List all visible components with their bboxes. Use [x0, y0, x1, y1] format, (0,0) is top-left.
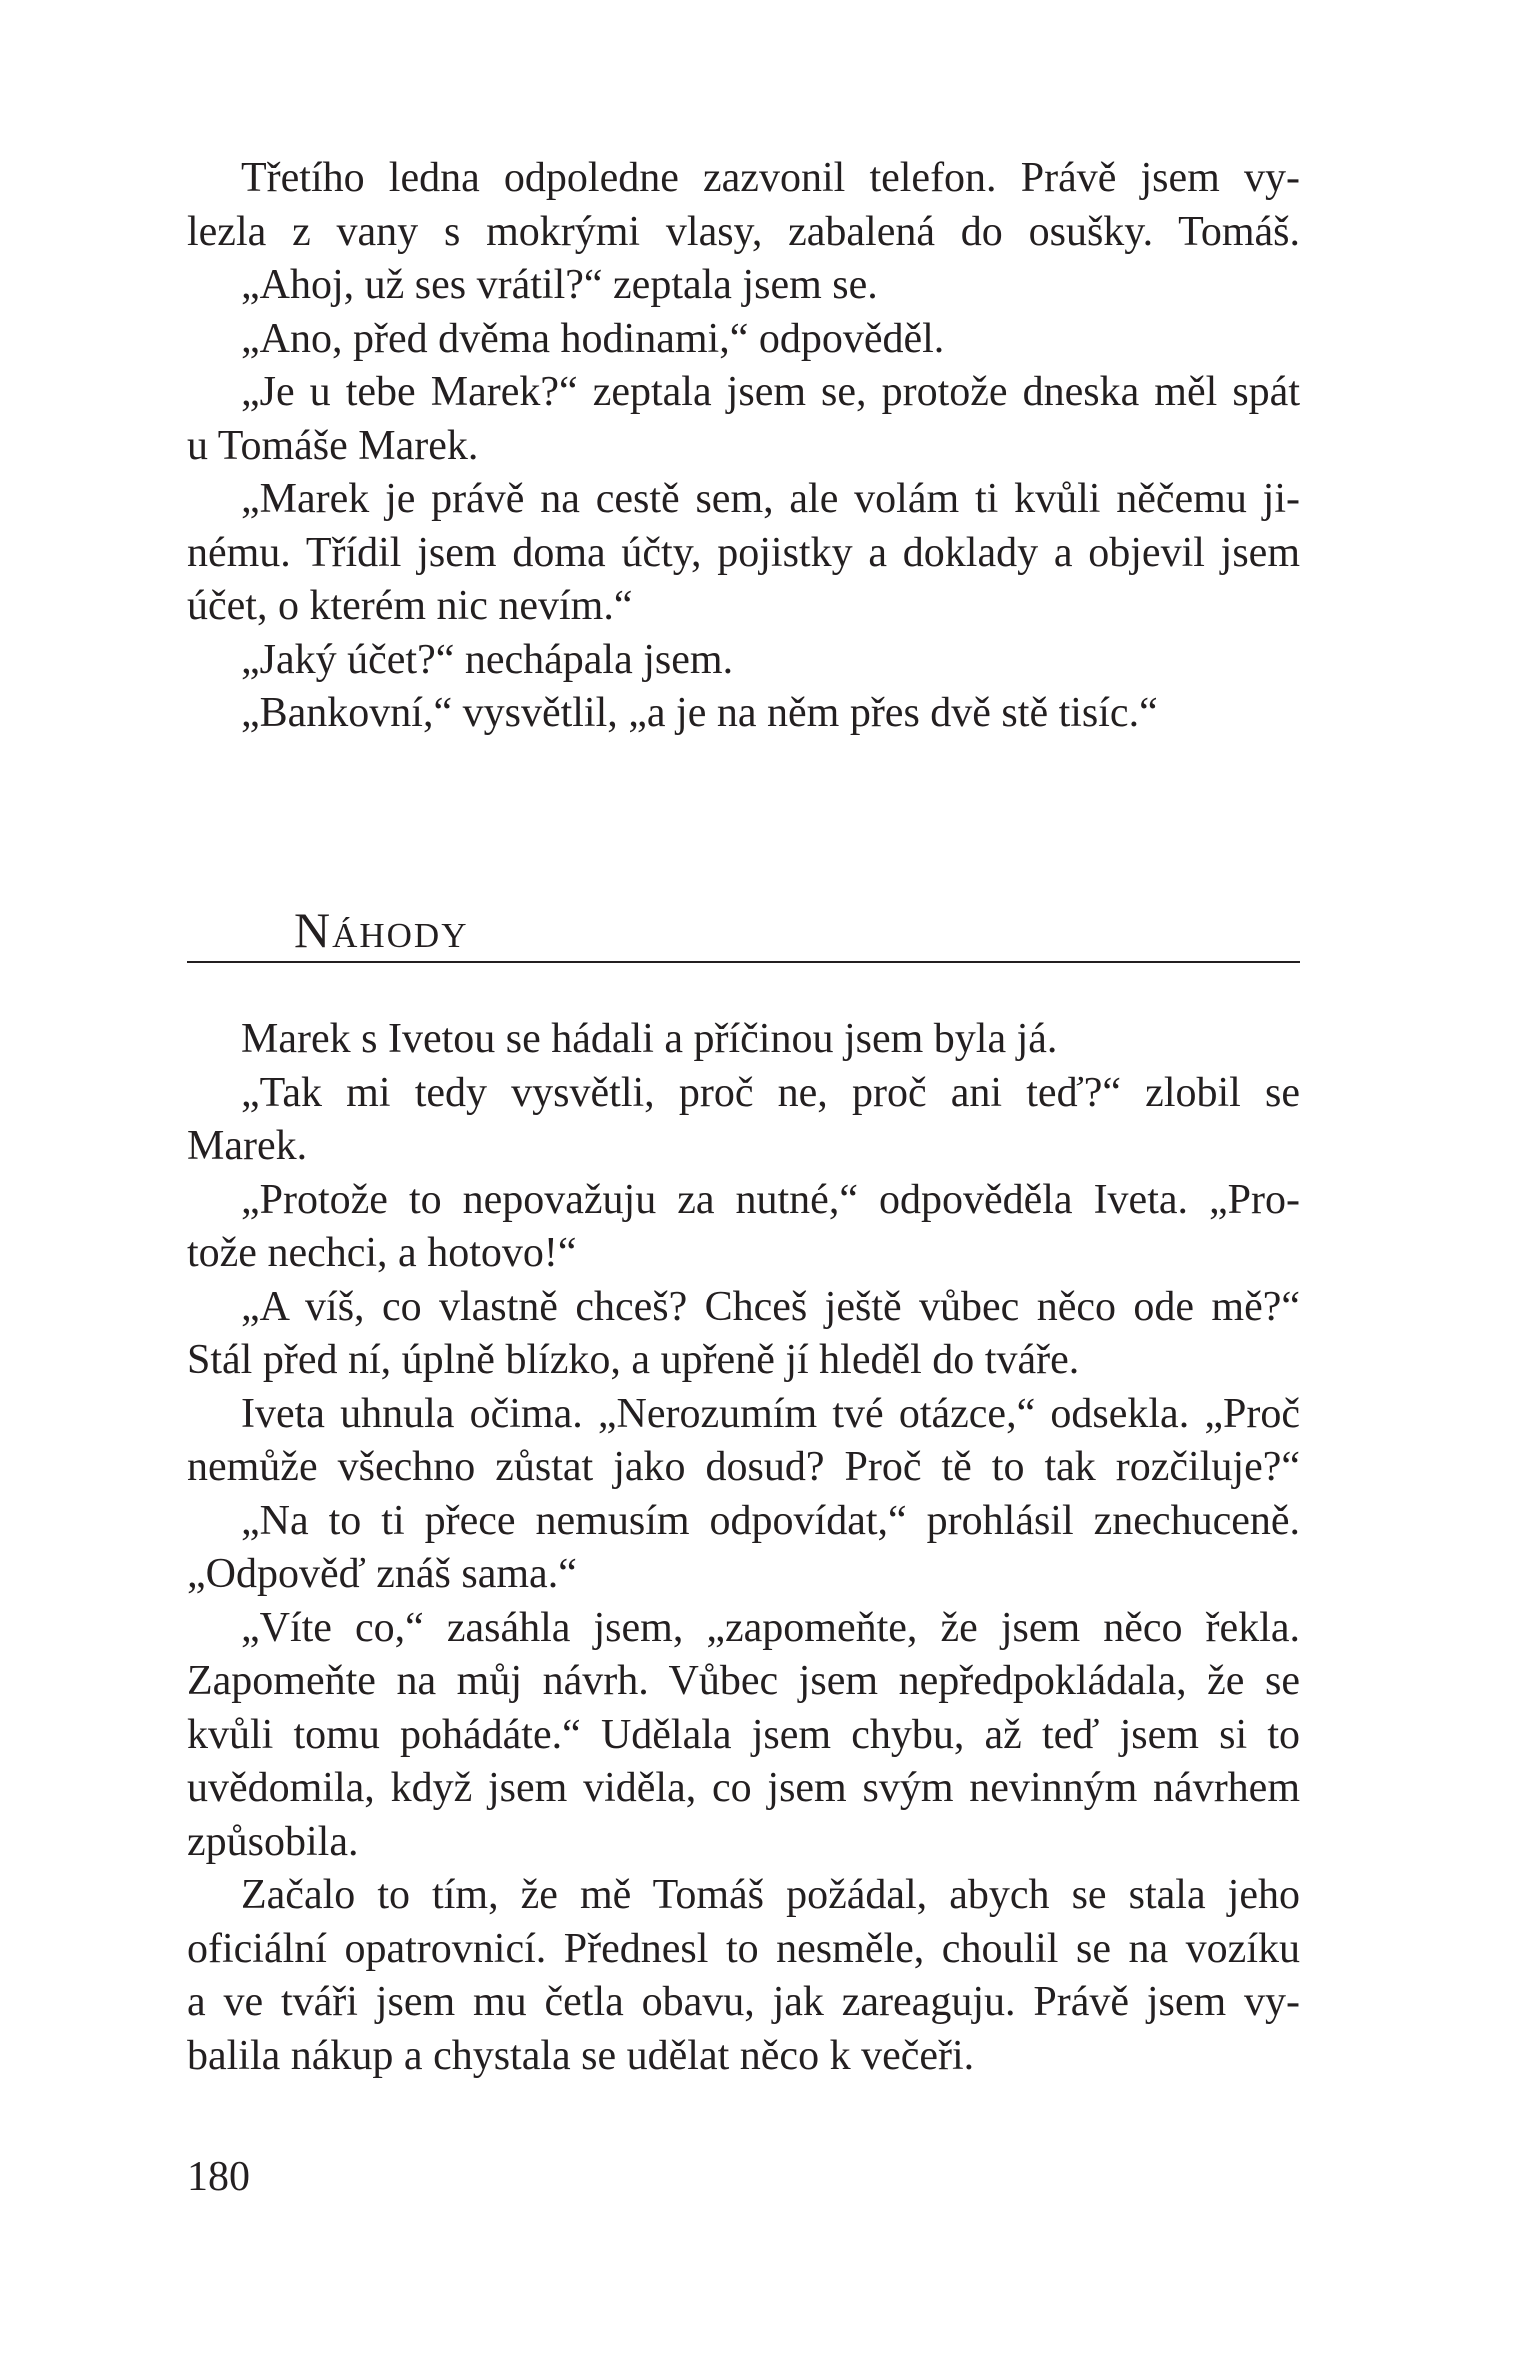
text-line: Iveta uhnula očima. „Nerozumím tvé otázce,“ odsekla. „Proč [241, 1390, 1300, 1437]
text-block-intro [187, 152, 1300, 741]
text-line: Třetího ledna odpoledne zazvonil telefon. Právě jsem vy- [241, 155, 1300, 201]
text-line: „Bankovní,“ vysvětlil, „a je na něm přes dvě stě tisíc.“ [241, 690, 1158, 736]
text-line: způsobila. [187, 1818, 359, 1865]
text-block-chapter [187, 1013, 1300, 2083]
text-line: „Je u tebe Marek?“ zeptala jsem se, protože dneska měl spát [241, 369, 1300, 415]
text-line: „Na to ti přece nemusím odpovídat,“ prohlásil znechuceně. [241, 1497, 1300, 1544]
text-line: nemůže všechno zůstat jako dosud? Proč tě to tak rozčiluje?“ [187, 1444, 1300, 1490]
text-line: Marek s Ivetou se hádali a příčinou jsem byla já. [241, 1016, 1058, 1062]
text-line: „Protože to nepovažuju za nutné,“ odpověděla Iveta. „Pro- [241, 1176, 1300, 1223]
chapter-heading-block [187, 890, 1300, 970]
text-line: Zapomeňte na můj návrh. Vůbec jsem nepředpokládala, že se [187, 1658, 1300, 1704]
text-line: „Odpověď znáš sama.“ [187, 1551, 577, 1597]
text-line: „Tak mi tedy vysvětli, proč ne, proč ani teď?“ zlobil se [241, 1069, 1300, 1116]
text-line: „Ahoj, už ses vrátil?“ zeptala jsem se. [241, 262, 878, 308]
page-number: 180 [187, 2154, 250, 2200]
text-line: účet, o kterém nic nevím.“ [187, 583, 633, 629]
text-line: Marek. [187, 1123, 308, 1169]
text-line: „Jaký účet?“ nechápala jsem. [241, 636, 734, 683]
text-line: nému. Třídil jsem doma účty, pojistky a doklady a objevil jsem [187, 529, 1300, 576]
text-line: balila nákup a chystala se udělat něco k večeři. [187, 2032, 975, 2079]
text-line: „Ano, před dvěma hodinami,“ odpověděl. [241, 315, 945, 362]
text-line: oficiální opatrovnicí. Přednesl to nesměle, choulil se na vozíku [187, 1925, 1300, 1972]
text-line: lezla z vany s mokrými vlasy, zabalená do osušky. Tomáš. [187, 208, 1300, 255]
text-line: „Víte co,“ zasáhla jsem, „zapomeňte, že jsem něco řekla. [241, 1604, 1300, 1651]
text-line: kvůli tomu pohádáte.“ Udělala jsem chybu, až teď jsem si to [187, 1711, 1300, 1758]
text-line: „A víš, co vlastně chceš? Chceš ještě vůbec něco ode mě?“ [241, 1283, 1300, 1330]
text-line: Začalo to tím, že mě Tomáš požádal, abych se stala jeho [241, 1872, 1300, 1918]
heading-rule [187, 961, 1300, 963]
text-line: u Tomáše Marek. [187, 422, 479, 469]
chapter-title: Náhody [294, 902, 469, 958]
text-line: Stál před ní, úplně blízko, a upřeně jí hleděl do tváře. [187, 1337, 1080, 1383]
text-line: a ve tváři jsem mu četla obavu, jak zareaguju. Právě jsem vy- [187, 1979, 1300, 2025]
text-line: uvědomila, když jsem viděla, co jsem svým nevinným návrhem [187, 1765, 1300, 1811]
text-line: „Marek je právě na cestě sem, ale volám ti kvůli něčemu ji- [241, 476, 1300, 522]
text-line: tože nechci, a hotovo!“ [187, 1230, 577, 1276]
